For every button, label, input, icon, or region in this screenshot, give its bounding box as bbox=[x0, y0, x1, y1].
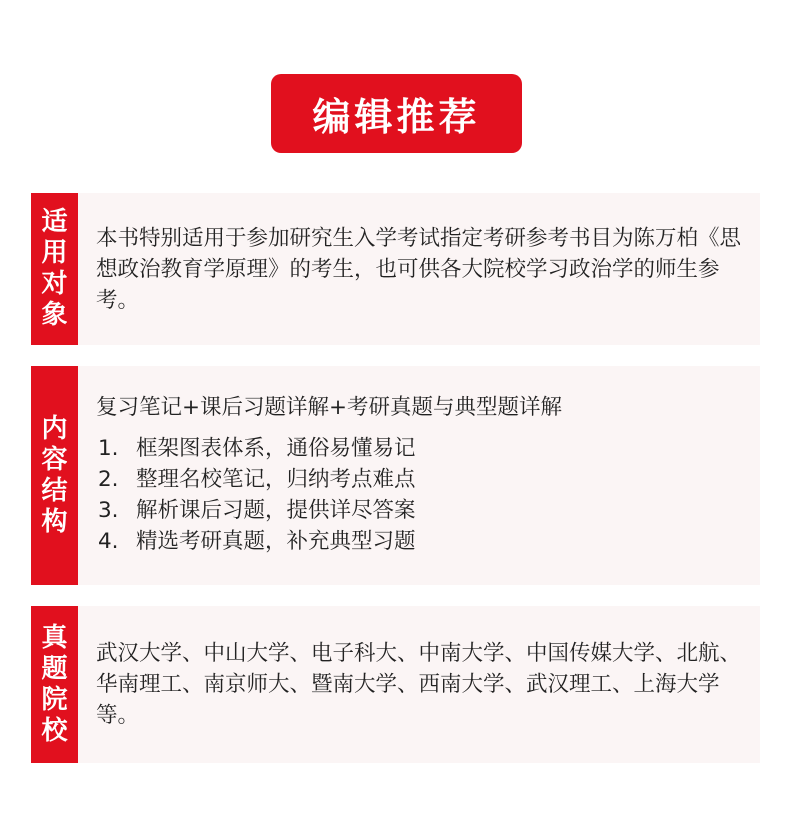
section-exam-universities bbox=[31, 606, 760, 763]
tag-char: 院 bbox=[41, 684, 68, 715]
tag-char: 用 bbox=[41, 238, 68, 268]
section-body-content-structure bbox=[78, 366, 760, 585]
list-item bbox=[96, 433, 742, 464]
content-structure-intro: 复习笔记+课后习题详解+考研真题与典型题详解 bbox=[96, 395, 563, 420]
section-body-target-audience bbox=[78, 193, 760, 345]
page-title-banner bbox=[271, 74, 522, 153]
tag-char: 内 bbox=[41, 413, 68, 444]
list-item-number: 3. bbox=[98, 498, 119, 523]
section-tag-exam-universities bbox=[31, 606, 78, 763]
list-item-number: 4. bbox=[98, 529, 119, 554]
target-audience-text: 本书特别适用于参加研究生入学考试指定考研参考书目为陈万柏《思想政治教育学原理》的考生，也可供各大院校学习政治学的师生参考。 bbox=[96, 225, 742, 313]
section-target-audience bbox=[31, 193, 760, 345]
page-title: 编辑推荐 bbox=[312, 95, 481, 139]
list-item-text: 解析课后习题，提供详尽答案 bbox=[136, 498, 416, 523]
tag-char: 象 bbox=[41, 300, 68, 330]
tag-char: 校 bbox=[41, 715, 68, 746]
tag-char: 构 bbox=[41, 506, 68, 537]
exam-universities-text: 武汉大学、中山大学、电子科大、中南大学、中国传媒大学、北航、华南理工、南京师大、暨南大学、西南大学、武汉理工、上海大学等。 bbox=[96, 641, 742, 728]
list-item-number: 1. bbox=[98, 436, 119, 461]
content-structure-list bbox=[96, 433, 742, 557]
tag-char: 适 bbox=[41, 207, 68, 237]
section-tag-content-structure bbox=[31, 366, 78, 585]
tag-char: 结 bbox=[41, 475, 68, 506]
list-item bbox=[96, 526, 742, 557]
section-tag-target-audience bbox=[31, 193, 78, 345]
tag-char: 真 bbox=[41, 622, 68, 653]
list-item-text: 整理名校笔记，归纳考点难点 bbox=[136, 467, 416, 492]
tag-char: 题 bbox=[41, 653, 68, 684]
section-body-exam-universities bbox=[78, 606, 760, 763]
tag-char: 容 bbox=[41, 444, 68, 475]
section-content-structure bbox=[31, 366, 760, 585]
list-item bbox=[96, 495, 742, 526]
tag-char: 对 bbox=[41, 269, 68, 299]
list-item bbox=[96, 464, 742, 495]
list-item-number: 2. bbox=[98, 467, 119, 492]
list-item-text: 精选考研真题，补充典型习题 bbox=[136, 529, 416, 554]
list-item-text: 框架图表体系，通俗易懂易记 bbox=[136, 436, 416, 461]
